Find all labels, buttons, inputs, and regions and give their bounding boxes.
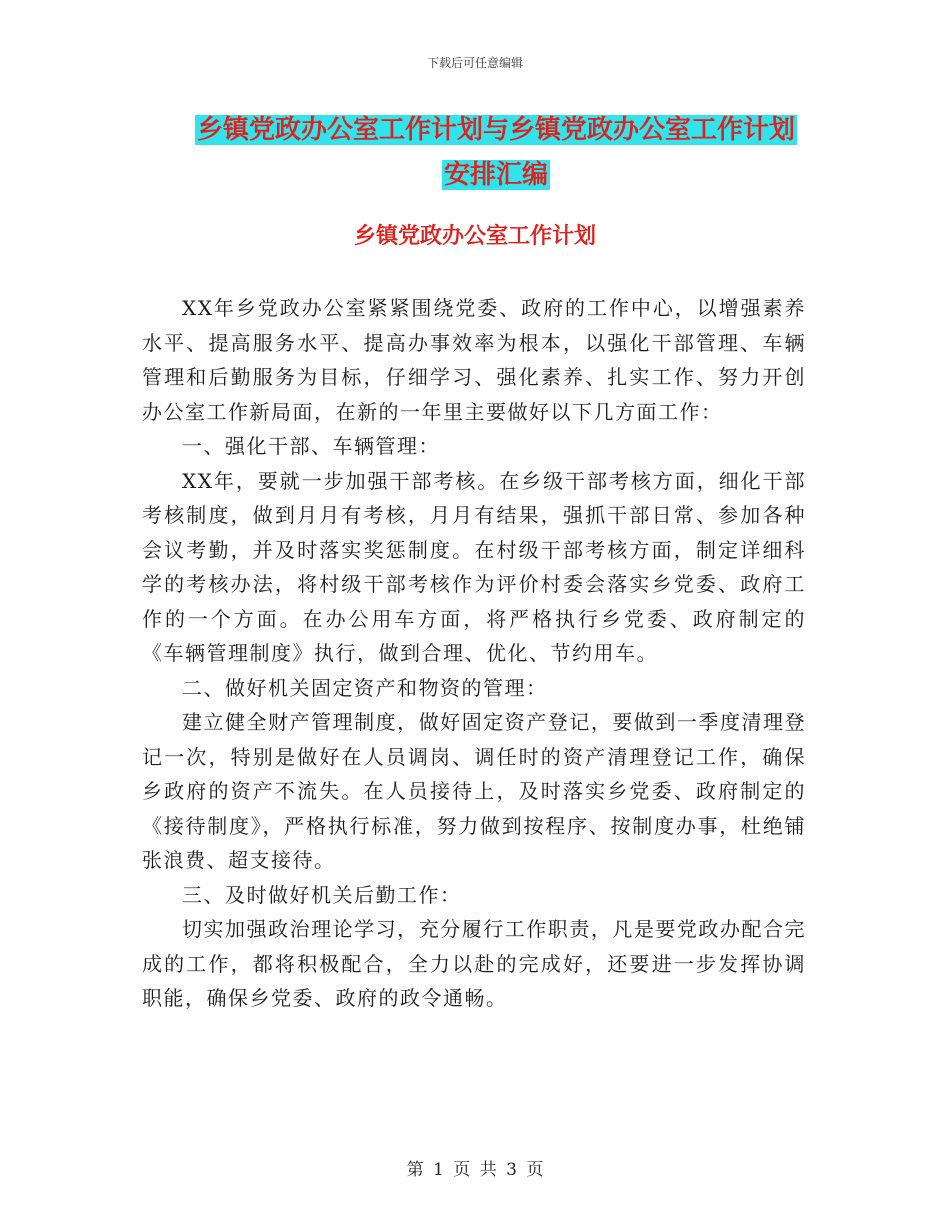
document-body xyxy=(142,291,806,1016)
page-number: 第 1 页 共 3 页 xyxy=(406,1160,544,1180)
paragraph-item-1: XX年，要就一步加强干部考核。在乡级干部考核方面，细化干部考核制度，做到月月有考核，月月有结果，强抓干部日常、参加各种会议考勤，并及时落实奖惩制度。在村级干部考核方面，制定详细科学的考核办法，将村级干部考核作为评价村委会落实乡党委、政府工作的一个方面。在办公用车方面，将严格执行乡党委、政府制定的《车辆管理制度》执行，做到合理、优化、节约用车。 xyxy=(142,468,806,665)
paragraph-intro: XX年乡党政办公室紧紧围绕党委、政府的工作中心，以增强素养水平、提高服务水平、提高办事效率为根本，以强化干部管理、车辆管理和后勤服务为目标，仔细学习、强化素养、扎实工作、努力开创办公室工作新局面，在新的一年里主要做好以下几方面工作： xyxy=(142,296,806,424)
page-header-note: 下载后可任意编辑 xyxy=(426,56,523,70)
paragraph-item-2: 建立健全财产管理制度，做好固定资产登记，要做到一季度清理登记一次，特别是做好在人员调岗、调任时的资产清理登记工作，确保乡政府的资产不流失。在人员接待上，及时落实乡党委、政府制定的《接待制度》，严格执行标准，努力做到按程序、按制度办事，杜绝铺张浪费、超支接待。 xyxy=(142,710,806,872)
heading-item-1: 一、强化干部、车辆管理： xyxy=(182,434,440,458)
document-title-line1: 乡镇党政办公室工作计划与乡镇党政办公室工作计划 xyxy=(196,115,795,145)
document-title-line2: 安排汇编 xyxy=(443,160,548,190)
heading-item-2: 二、做好机关固定资产和物资的管理： xyxy=(182,675,548,700)
section-title: 乡镇党政办公室工作计划 xyxy=(353,224,596,249)
document-title xyxy=(160,108,832,198)
paragraph-item-3: 切实加强政治理论学习，充分履行工作职责，凡是要党政办配合完成的工作，都将积极配合，全力以赴的完成好，还要进一步发挥协调职能，确保乡党委、政府的政令通畅。 xyxy=(142,917,806,1010)
heading-item-3: 三、及时做好机关后勤工作： xyxy=(182,882,462,907)
